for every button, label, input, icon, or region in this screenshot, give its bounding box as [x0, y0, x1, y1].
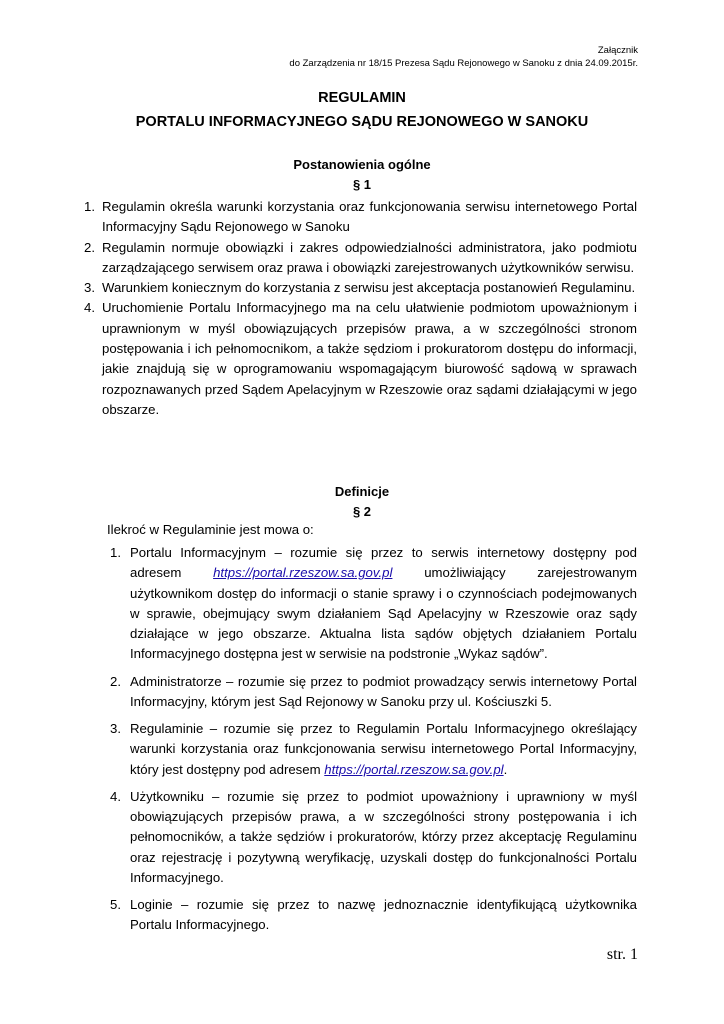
list-item: [110, 543, 637, 665]
list-item: [110, 787, 637, 888]
page-number: str. 1: [606, 946, 638, 963]
item-text-after: umożliwiający zarejestrowanym użytkownikom dostęp do informacji o stanie sprawy i o czynnościach podejmowanych w sprawie, obejmujący swym działaniem Sąd Apelacyjny w Rzeszowie oraz sądy działające w jego obszarze. Aktualna lista sądów objętych działaniem Portalu Informacyjnego dostępna jest w serwisie na podstronie „Wykaz sądów”.: [130, 565, 637, 662]
document-title: REGULAMIN: [318, 90, 406, 106]
attachment-note: [289, 44, 638, 70]
item-text-before: Portalu Informacyjnym – rozumie się przez to serwis internetowy dostępny pod adresem: [130, 545, 637, 581]
item-text: Regulamin określa warunki korzystania oraz funkcjonowania serwisu internetowego Portal Informacyjny Sądu Rejonowego w Sanoku: [102, 199, 637, 235]
item-number: 4.: [84, 300, 95, 316]
portal-link[interactable]: https://portal.rzeszow.sa.gov.pl: [213, 565, 393, 581]
item-text-before: Regulaminie – rozumie się przez to Regulamin Portalu Informacyjnego określający warunki korzystania oraz funkcjonowania serwisu internetowego Portal Informacyjny, który jest dostępny pod adresem: [130, 720, 637, 777]
item-number: 1.: [110, 545, 121, 560]
section-1-heading: Postanowienia ogólne: [293, 157, 431, 172]
list-item: [110, 895, 637, 936]
item-text: Uruchomienie Portalu Informacyjnego ma na celu ułatwienie podmiotom upoważnionym i uprawnionym w myśl obowiązujących przepisów prawa, a w szczególności stronom postępowania i ich pełnomocnikom, a także sędziom i prokuratorom dostępu do informacji, jakie znajdują się w oprogramowaniu wspomagającym biurowość sądową w sprawach rozpoznawanych przed Sądem Apelacyjnym w Rzeszowie oraz sądami działającymi w jego obszarze.: [102, 300, 637, 417]
item-number: 4.: [110, 788, 121, 804]
item-number: 3.: [110, 720, 121, 736]
list-item: [110, 719, 637, 780]
item-text: Regulamin normuje obowiązki i zakres odpowiedzialności administratora, jako podmiotu zarządzającego serwisem oraz prawa i obowiązki zarejestrowanych użytkowników serwisu.: [102, 239, 637, 275]
list-item: [84, 298, 637, 420]
item-number: 3.: [84, 280, 95, 296]
item-text: Loginie – rozumie się przez to nazwę jednoznacznie identyfikującą użytkownika Portalu Informacyjnego.: [130, 896, 637, 933]
item-text: Administratorze – rozumie się przez to podmiot prowadzący serwis internetowy Portal Informacyjny, którym jest Sąd Rejonowy w Sanoku przy ul. Kościuszki 5.: [130, 673, 637, 709]
item-number: 2.: [110, 673, 121, 689]
item-number: 1.: [84, 199, 95, 214]
item-text: Użytkowniku – rozumie się przez to podmiot upoważniony i uprawniony w myśl obowiązujących przepisów prawa, a w szczególności strony postępowania i ich pełnomocników, a także sędziów i prokuratorów, którzy przez akceptację Regulaminu oraz rejestrację i pozytywną weryfikację, uzyskali dostęp do funkcjonalności Portalu Informacyjnego.: [130, 788, 637, 885]
document-subtitle: PORTALU INFORMACYJNEGO SĄDU REJONOWEGO W SANOKU: [135, 114, 589, 130]
definitions-intro: Ilekroć w Regulaminie jest mowa o:: [107, 522, 314, 537]
section-1-paragraph-mark: § 1: [352, 177, 372, 192]
portal-link[interactable]: https://portal.rzeszow.sa.gov.pl: [324, 761, 504, 777]
list-item: [110, 672, 637, 713]
item-number: 5.: [110, 896, 121, 912]
list-item: [84, 197, 637, 238]
item-text-after: .: [503, 761, 508, 777]
section-2-heading: Definicje: [334, 484, 390, 499]
item-number: 2.: [84, 239, 95, 255]
attachment-label: Załącznik: [597, 45, 638, 56]
ordinance-reference: do Zarządzenia nr 18/15 Prezesa Sądu Rejonowego w Sanoku z dnia 24.09.2015r.: [289, 58, 638, 69]
section-2-paragraph-mark: § 2: [352, 504, 372, 519]
section-1-list: [84, 197, 637, 420]
item-text: Warunkiem koniecznym do korzystania z serwisu jest akceptacja postanowień Regulaminu.: [102, 280, 636, 296]
section-2-list: [110, 543, 637, 942]
list-item: [84, 278, 637, 298]
list-item: [84, 238, 637, 279]
